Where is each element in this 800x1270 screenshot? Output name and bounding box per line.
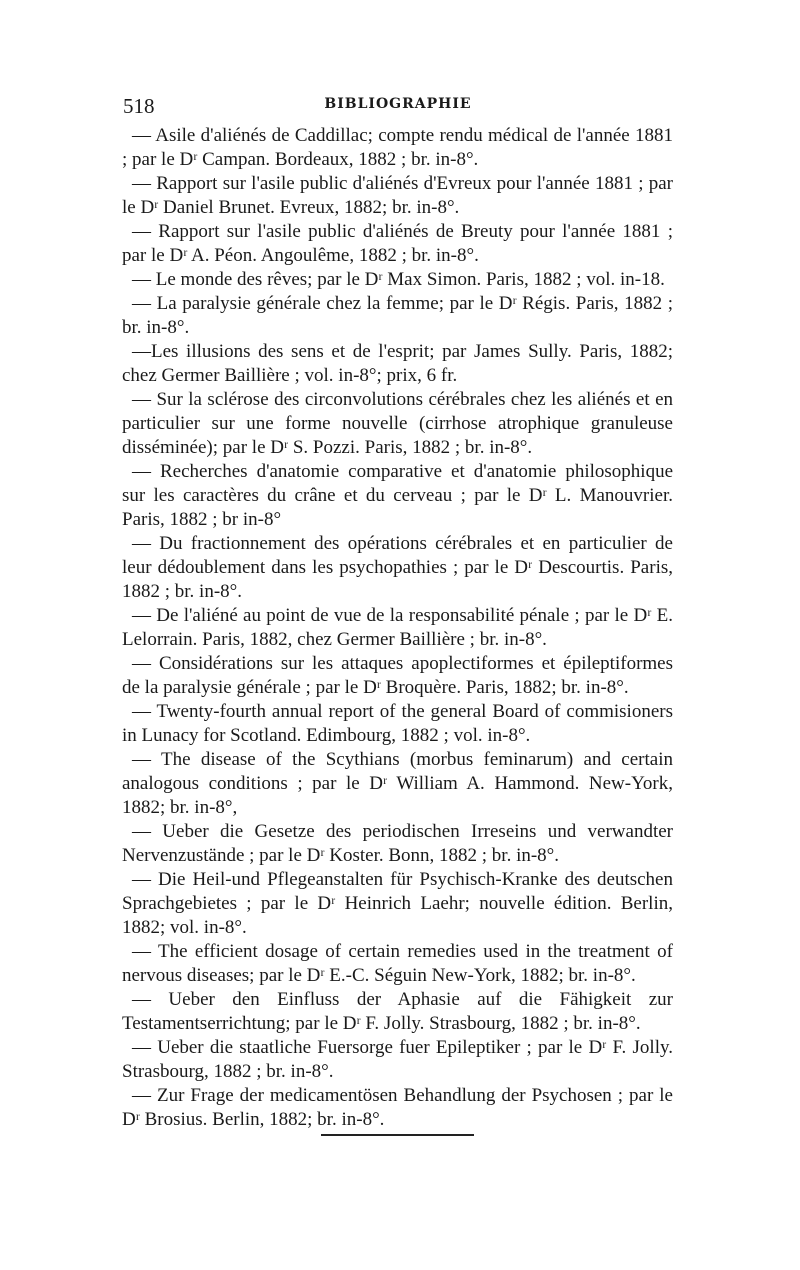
bibliography-entry: — Zur Frage der medicamentösen Behandlung der Psychosen ; par le Dʳ Brosius. Berlin, 1882; br. in-8°. <box>122 1085 673 1130</box>
bibliography-entry: — Du fractionnement des opérations cérébrales et en particulier de leur dédoublement dans les psychopathies ; par le Dʳ Descourtis. Paris, 1882 ; br. in-8°. <box>122 533 673 602</box>
bibliography-entry: —Les illusions des sens et de l'esprit; par James Sully. Paris, 1882; chez Germer Baillière ; vol. in-8°; prix, 6 fr. <box>122 341 673 386</box>
bibliography-entry: — The disease of the Scythians (morbus feminarum) and certain analogous conditions ; par le Dʳ William A. Hammond. New-York, 1882; br. in-8°, <box>122 749 673 818</box>
bibliography-entry: — La paralysie générale chez la femme; par le Dʳ Régis. Paris, 1882 ; br. in-8°. <box>122 293 673 338</box>
bibliography-entry: — De l'aliéné au point de vue de la responsabilité pénale ; par le Dʳ E. Lelorrain. Paris, 1882, chez Germer Baillière ; br. in-8°. <box>122 605 673 650</box>
page-header <box>123 94 673 122</box>
section-divider <box>321 1134 474 1136</box>
bibliography-entry: — Le monde des rêves; par le Dʳ Max Simon. Paris, 1882 ; vol. in-18. <box>132 269 665 290</box>
bibliography-entry: — Ueber den Einfluss der Aphasie auf die Fähigkeit zur Testamentserrichtung; par le Dʳ F. Jolly. Strasbourg, 1882 ; br. in-8°. <box>122 989 673 1034</box>
bibliography-entry: — Ueber die staatliche Fuersorge fuer Epileptiker ; par le Dʳ F. Jolly. Strasbourg, 1882 ; br. in-8°. <box>122 1037 673 1082</box>
bibliography-entry: — Asile d'aliénés de Caddillac; compte rendu médical de l'année 1881 ; par le Dʳ Campan. Bordeaux, 1882 ; br. in-8°. <box>122 125 673 170</box>
bibliography-entry: — Sur la sclérose des circonvolutions cérébrales chez les aliénés et en particulier sur une forme nouvelle (cirrhose atrophique granuleuse disséminée); par le Dʳ S. Pozzi. Paris, 1882 ; br. in-8°. <box>122 389 673 458</box>
running-head: BIBLIOGRAPHIE <box>324 96 472 112</box>
bibliography-entry: — Rapport sur l'asile public d'aliénés d'Evreux pour l'année 1881 ; par le Dʳ Daniel Brunet. Evreux, 1882; br. in-8°. <box>122 173 673 218</box>
bibliography-entry: — Die Heil-und Pflegeanstalten für Psychisch-Kranke des deutschen Sprachgebietes ; par le Dʳ Heinrich Laehr; nouvelle édition. Berlin, 1882; vol. in-8°. <box>122 869 673 938</box>
bibliography-entry: — Recherches d'anatomie comparative et d'anatomie philosophique sur les caractères du crâne et du cerveau ; par le Dʳ L. Manouvrier. Paris, 1882 ; br in-8° <box>122 461 673 530</box>
bibliography-entry: — Rapport sur l'asile public d'aliénés de Breuty pour l'année 1881 ; par le Dʳ A. Péon. Angoulême, 1882 ; br. in-8°. <box>122 221 673 266</box>
bibliography-entry: — Ueber die Gesetze des periodischen Irreseins und verwandter Nervenzustände ; par le Dʳ Koster. Bonn, 1882 ; br. in-8°. <box>122 821 673 866</box>
bibliography-entry: — Considérations sur les attaques apoplectiformes et épileptiformes de la paralysie générale ; par le Dʳ Broquère. Paris, 1882; br. in-8°. <box>122 653 673 698</box>
page-number: 518 <box>123 94 155 118</box>
bibliography-list <box>122 124 673 1132</box>
bibliography-entry: — The efficient dosage of certain remedies used in the treatment of nervous diseases; par le Dʳ E.-C. Séguin New-York, 1882; br. in-8°. <box>122 941 673 986</box>
bibliography-entry: — Twenty-fourth annual report of the general Board of commisioners in Lunacy for Scotland. Edimbourg, 1882 ; vol. in-8°. <box>122 701 673 746</box>
